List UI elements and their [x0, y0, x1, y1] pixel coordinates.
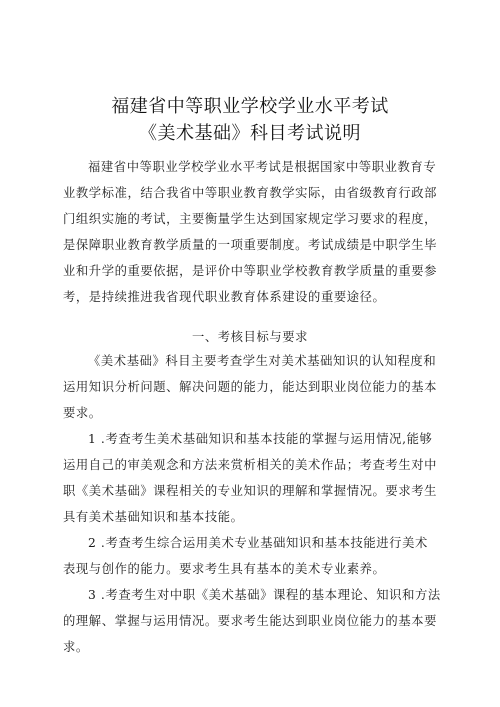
intro-line: 考，是持续推进我省现代职业教育体系建设的重要途径。 [63, 290, 386, 304]
section-para-line: 运用知识分析问题、解决问题的能力，能达到职业岗位能力的基本 [63, 380, 438, 394]
item1-line: 1 .考查考生美术基础知识和基本技能的掌握与运用情况,能够 [88, 432, 433, 446]
document-title-line1: 福建省中等职业学校学业水平考试 [111, 96, 389, 117]
item2-line: 2 .考查考生综合运用美术专业基础知识和基本技能进行美术 [88, 536, 428, 550]
document-title-line2: 《美术基础》科目考试说明 [139, 123, 361, 144]
intro-line: 业教学标准，结合我省中等职业教育教学实际，由省级教育行政部 [63, 186, 438, 200]
intro-line: 福建省中等职业学校学业水平考试是根据国家中等职业教育专 [88, 160, 437, 174]
item1-line: 具有美术基础知识和基本技能。 [63, 510, 244, 524]
intro-line: 业和升学的重要依据，是评价中等职业学校教育教学质量的重要参 [63, 264, 438, 278]
item1-line: 职《美术基础》课程相关的专业知识的理解和掌握情况。要求考生 [63, 484, 438, 498]
intro-line: 是保障职业教育教学质量的一项重要制度。考试成绩是中职学生毕 [63, 238, 438, 252]
item1-line: 运用自己的审美观念和方法来赏析相关的美术作品；考查考生对中 [63, 458, 438, 472]
section-para-line: 《美术基础》科目主要考查学生对美术基础知识的认知程度和 [88, 354, 437, 368]
item3-line: 3 .考查考生对中职《美术基础》课程的基本理论、知识和方法 [88, 588, 441, 602]
item3-line: 求。 [63, 640, 89, 654]
intro-line: 门组织实施的考试，主要衡量学生达到国家规定学习要求的程度， [63, 212, 438, 226]
item3-line: 的理解、掌握与运用情况。要求考生能达到职业岗位能力的基本要 [63, 614, 438, 628]
section-heading: 一、考核目标与要求 [191, 330, 309, 344]
item2-line: 表现与创作的能力。要求考生具有基本的美术专业素养。 [63, 562, 386, 576]
section-para-line: 要求。 [63, 406, 102, 420]
